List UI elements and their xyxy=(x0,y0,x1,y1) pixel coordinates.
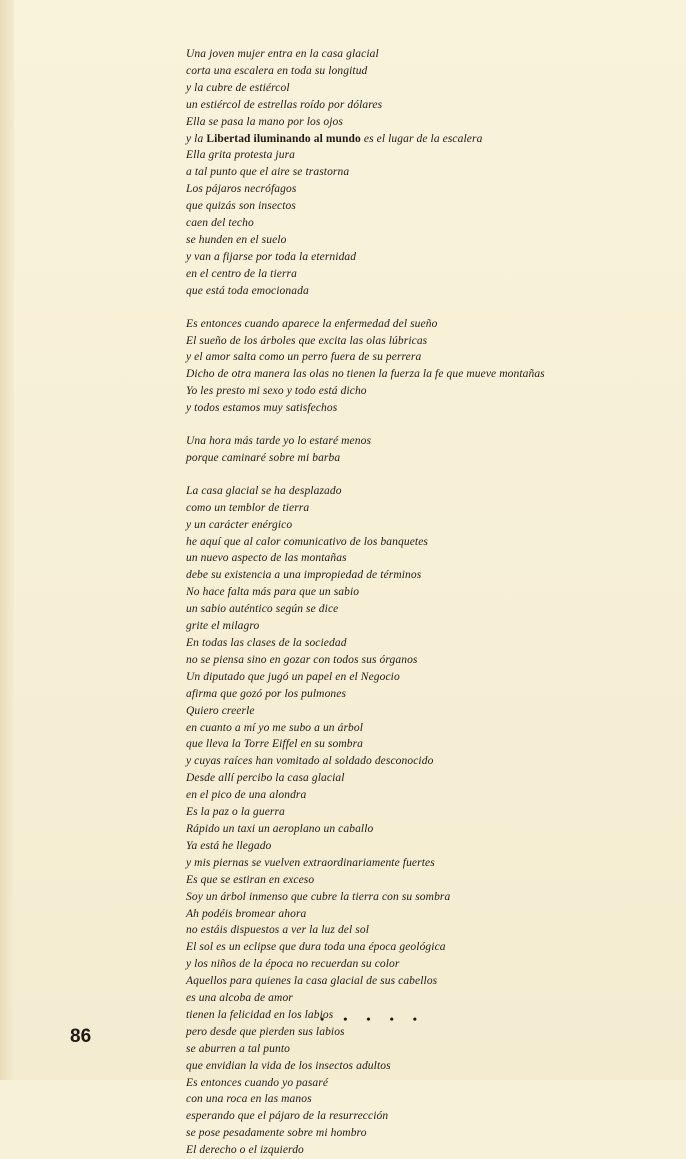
poem-line xyxy=(186,131,616,148)
poem-line: El sol es un eclipse que dura toda una época geológica xyxy=(186,941,446,954)
emphasized-phrase: Libertad iluminando al mundo xyxy=(206,132,361,145)
poem-line: y la cubre de estiércol xyxy=(186,81,290,94)
poem-line: Es entonces cuando aparece la enfermedad del sueño xyxy=(186,317,438,330)
poem-line: Aquellos para quienes la casa glacial de sus cabellos xyxy=(186,975,438,988)
poem-line: La casa glacial se ha desplazado xyxy=(186,484,342,497)
poem-line: pero desde que pierden sus labios xyxy=(186,1025,345,1038)
poem-line: El sueño de los árboles que excita las olas lúbricas xyxy=(186,334,428,347)
poem-line: Es que se estiran en exceso xyxy=(186,873,315,886)
poem-line: en el pico de una alondra xyxy=(186,789,307,802)
stanza xyxy=(186,316,616,417)
poem-line: y cuyas raíces han vomitado al soldado desconocido xyxy=(186,755,434,768)
poem-line: Una joven mujer entra en la casa glacial xyxy=(186,48,379,60)
poem-line: Una hora más tarde yo lo estaré menos xyxy=(186,435,372,448)
poem-line: se hunden en el suelo xyxy=(186,233,287,246)
poem-line: Ella se pasa la mano por los ojos xyxy=(186,115,343,128)
poem-line: he aquí que al calor comunicativo de los banquetes xyxy=(186,535,428,548)
poem-line: es una alcoba de amor xyxy=(186,992,293,1005)
stanza xyxy=(186,433,616,467)
poem-line: que lleva la Torre Eiffel en su sombra xyxy=(186,738,364,751)
poem-line: Es la paz o la guerra xyxy=(186,806,285,819)
poem-line: que quizás son insectos xyxy=(186,200,296,213)
poem-line: y todos estamos muy satisfechos xyxy=(186,402,338,415)
poem-line: Ya está he llegado xyxy=(186,839,272,852)
poem-body xyxy=(186,46,616,1159)
poem-line: No hace falta más para que un sabio xyxy=(186,586,360,599)
poem-line: afirma que gozó por los pulmones xyxy=(186,687,347,700)
poem-line: Desde allí percibo la casa glacial xyxy=(186,772,345,785)
poem-line: y mis piernas se vuelven extraordinariamente fuertes xyxy=(186,856,435,869)
poem-line: como un temblor de tierra xyxy=(186,501,310,514)
page-edge-shadow xyxy=(0,0,14,1080)
line-segment: y la xyxy=(186,132,207,145)
poem-line: Dicho de otra manera las olas no tienen la fuerza la fe que mueve montañas xyxy=(186,368,545,381)
poem-line: que está toda emocionada xyxy=(186,284,309,297)
poem-line: Ella grita protesta jura xyxy=(186,149,295,162)
page-number: 86 xyxy=(70,1026,92,1047)
poem-line: Un diputado que jugó un papel en el Negocio xyxy=(186,670,400,683)
poem-line: y los niños de la época no recuerdan su color xyxy=(186,958,400,971)
poem-line: Ah podéis bromear ahora xyxy=(186,907,307,920)
poem-line: un nuevo aspecto de las montañas xyxy=(186,552,347,565)
poem-line: un estiércol de estrellas roído por dólares xyxy=(186,98,383,111)
poem-line: corta una escalera en toda su longitud xyxy=(186,64,368,77)
poem-line: Es entonces cuando yo pasaré xyxy=(186,1076,329,1089)
poem-line: que envidian la vida de los insectos adultos xyxy=(186,1059,391,1072)
poem-line: un sabio auténtico según se dice xyxy=(186,603,339,616)
line-segment: es el lugar de la escalera xyxy=(360,132,483,145)
poem-line: y el amor salta como un perro fuera de su perrera xyxy=(186,351,422,364)
poem-line: grite el milagro xyxy=(186,620,260,633)
poem-line: En todas las clases de la sociedad xyxy=(186,637,347,649)
end-ornament: • • • • • xyxy=(320,1012,426,1026)
poem-line: no se piensa sino en gozar con todos sus órganos xyxy=(186,653,418,666)
poem-line: con una roca en las manos xyxy=(186,1093,312,1106)
poem-line: Yo les presto mi sexo y todo está dicho xyxy=(186,385,367,398)
poem-line: se aburren a tal punto xyxy=(186,1042,290,1055)
poem-line: Quiero creerle xyxy=(186,704,255,717)
poem-line: Rápido un taxi un aeroplano un caballo xyxy=(186,822,374,835)
poem-line: esperando que el pájaro de la resurrección xyxy=(186,1110,389,1123)
poem-line: no estáis dispuestos a ver la luz del sol xyxy=(186,924,369,937)
poem-line: tienen la felicidad en los labios xyxy=(186,1008,334,1021)
poem-line: El derecho o el izquierdo xyxy=(186,1144,304,1157)
stanza xyxy=(186,46,616,300)
poem-line: se pose pesadamente sobre mi hombro xyxy=(186,1127,367,1140)
poem-line: y van a fijarse por toda la eternidad xyxy=(186,250,357,263)
poem-line: porque caminaré sobre mi barba xyxy=(186,451,341,464)
poem-line: en el centro de la tierra xyxy=(186,267,297,280)
stanza xyxy=(186,483,616,1159)
poem-line: y un carácter enérgico xyxy=(186,518,293,531)
poem-line: Soy un árbol inmenso que cubre la tierra con su sombra xyxy=(186,890,451,903)
poem-line: en cuanto a mí yo me subo a un árbol xyxy=(186,721,364,734)
poem-line: debe su existencia a una impropiedad de términos xyxy=(186,569,422,582)
poem-line: caen del techo xyxy=(186,217,254,230)
poem-line: a tal punto que el aire se trastorna xyxy=(186,166,350,179)
poem-line: Los pájaros necrófagos xyxy=(186,183,297,196)
